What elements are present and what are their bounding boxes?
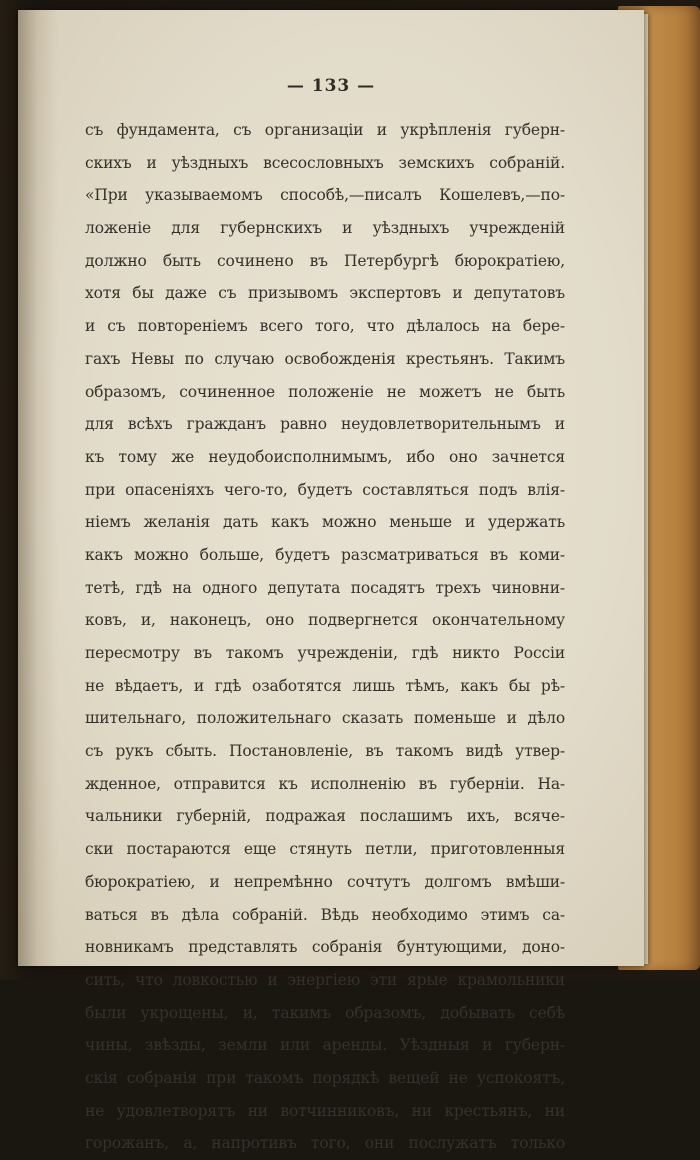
text-line: и съ повтореніемъ всего того, что дѣлалось на бере-	[85, 317, 565, 336]
text-line: скія собранія при такомъ порядкѣ вещей не успокоятъ,	[85, 1068, 565, 1087]
gutter-shadow	[18, 10, 58, 966]
body-text	[85, 114, 565, 1160]
text-line: къ тому же неудобоисполнимымъ, ибо оно зачнется	[85, 447, 565, 466]
text-line: гахъ Невы по случаю освобожденія крестьянъ. Такимъ	[85, 349, 565, 368]
text-line: съ рукъ сбыть. Постановленіе, въ такомъ видѣ утвер-	[85, 742, 565, 761]
text-line: ніемъ желанія дать какъ можно меньше и удержать	[85, 513, 565, 532]
text-line: ложеніе для губернскихъ и уѣздныхъ учрежденій	[85, 219, 565, 238]
text-line: скихъ и уѣздныхъ всесословныхъ земскихъ собраній.	[85, 153, 565, 172]
text-line: какъ можно больше, будетъ разсматриваться въ коми-	[85, 545, 565, 564]
text-line: при опасеніяхъ чего-то, будетъ составляться подъ влія-	[85, 480, 565, 499]
text-line: новникамъ представлять собранія бунтующими, доно-	[85, 938, 565, 957]
text-line: образомъ, сочиненное положеніе не можетъ не быть	[85, 382, 565, 401]
text-line: бюрократіею, и непремѣнно сочтутъ долгомъ вмѣши-	[85, 872, 565, 891]
text-line: шительнаго, положительнаго сказать поменьше и дѣло	[85, 709, 565, 728]
text-line: хотя бы даже съ призывомъ экспертовъ и депутатовъ	[85, 284, 565, 303]
text-line: ваться въ дѣла собраній. Вѣдь необходимо этимъ са-	[85, 905, 565, 924]
text-line: ковъ, и, наконецъ, оно подвергнется окончательному	[85, 611, 565, 630]
text-line: для всѣхъ гражданъ равно неудовлетворительнымъ и	[85, 415, 565, 434]
text-line: тетѣ, гдѣ на одного депутата посадятъ трехъ чиновни-	[85, 578, 565, 597]
book-page	[18, 10, 644, 1153]
text-line: чины, звѣзды, земли или аренды. Уѣздныя и губерн-	[85, 1036, 565, 1055]
text-line: должно быть сочинено въ Петербургѣ бюрократіею,	[85, 251, 565, 270]
text-line: «При указываемомъ способѣ,—писалъ Кошелевъ,—по-	[85, 186, 565, 205]
text-line: не вѣдаетъ, и гдѣ озаботятся лишь тѣмъ, какъ бы рѣ-	[85, 676, 565, 695]
text-line: горожанъ, а, напротивъ того, они послужатъ только	[85, 1134, 565, 1153]
text-line: сить, что ловкостью и энергіею эти ярые крамольники	[85, 970, 565, 989]
text-line: чальники губерній, подражая послашимъ ихъ, всяче-	[85, 807, 565, 826]
text-line: пересмотру въ такомъ учрежденіи, гдѣ никто Россіи	[85, 644, 565, 662]
text-line: жденное, отправится къ исполненію въ губерніи. На-	[85, 774, 565, 793]
text-line: съ фундамента, съ организаціи и укрѣпленія губерн-	[85, 121, 565, 139]
text-line: были укрощены, и, такимъ образомъ, добывать себѣ	[85, 1003, 565, 1022]
text-line: ски постараются еще стянуть петли, приготовленныя	[85, 840, 565, 859]
page-number: — 133 —	[286, 76, 376, 96]
text-line: не удовлетворятъ ни вотчинниковъ, ни крестьянъ, ни	[85, 1101, 565, 1120]
